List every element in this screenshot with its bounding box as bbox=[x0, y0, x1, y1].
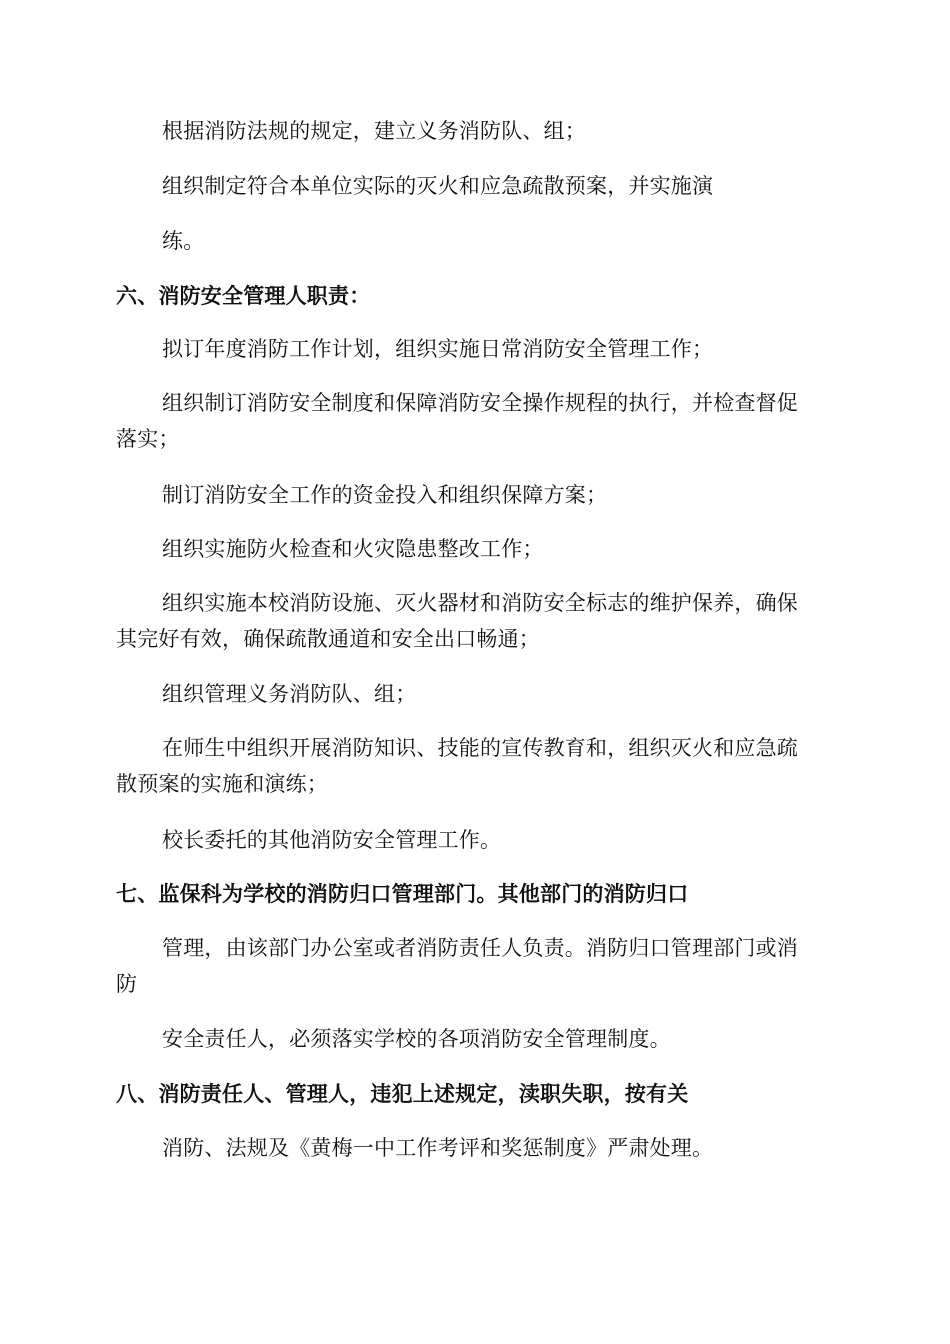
paragraph-education: 在师生中组织开展消防知识、技能的宣传教育和，组织灭火和应急疏 bbox=[162, 736, 798, 760]
paragraph-inspection: 组织实施防火检查和火灾隐患整改工作； bbox=[162, 537, 544, 561]
paragraph-emergency-plan: 组织制定符合本单位实际的灭火和应急疏散预案，并实施演 bbox=[162, 174, 714, 198]
paragraph-maintenance: 组织实施本校消防设施、灭火器材和消防安全标志的维护保养，确保 bbox=[162, 591, 798, 615]
paragraph-penalties: 消防、法规及《黄梅一中工作考评和奖惩制度》严肃处理。 bbox=[162, 1136, 714, 1160]
section-heading-6: 六、消防安全管理人职责： bbox=[116, 284, 371, 308]
paragraph-fire-brigade: 根据消防法规的规定，建立义务消防队、组； bbox=[162, 119, 586, 143]
paragraph-responsible-person: 安全责任人，必须落实学校的各项消防安全管理制度。 bbox=[162, 1027, 671, 1051]
paragraph-department-management-cont: 防 bbox=[116, 972, 138, 996]
paragraph-annual-plan: 拟订年度消防工作计划，组织实施日常消防安全管理工作； bbox=[162, 337, 714, 361]
paragraph-education-cont: 散预案的实施和演练； bbox=[116, 772, 328, 796]
section-heading-7: 七、监保科为学校的消防归口管理部门。其他部门的消防归口 bbox=[116, 882, 689, 906]
paragraph-safety-system: 组织制订消防安全制度和保障消防安全操作规程的执行，并检查督促 bbox=[162, 391, 798, 415]
paragraph-brigade-management: 组织管理义务消防队、组； bbox=[162, 682, 417, 706]
paragraph-department-management: 管理，由该部门办公室或者消防责任人负责。消防归口管理部门或消 bbox=[162, 936, 798, 960]
paragraph-safety-system-cont: 落实； bbox=[116, 427, 180, 451]
paragraph-maintenance-cont: 其完好有效，确保疏散通道和安全出口畅通； bbox=[116, 627, 540, 651]
section-heading-8: 八、消防责任人、管理人，违犯上述规定，渎职失职，按有关 bbox=[116, 1082, 689, 1106]
paragraph-principal-tasks: 校长委托的其他消防安全管理工作。 bbox=[162, 828, 502, 852]
paragraph-emergency-plan-cont: 练。 bbox=[162, 229, 205, 253]
paragraph-funding: 制订消防安全工作的资金投入和组织保障方案； bbox=[162, 483, 608, 507]
